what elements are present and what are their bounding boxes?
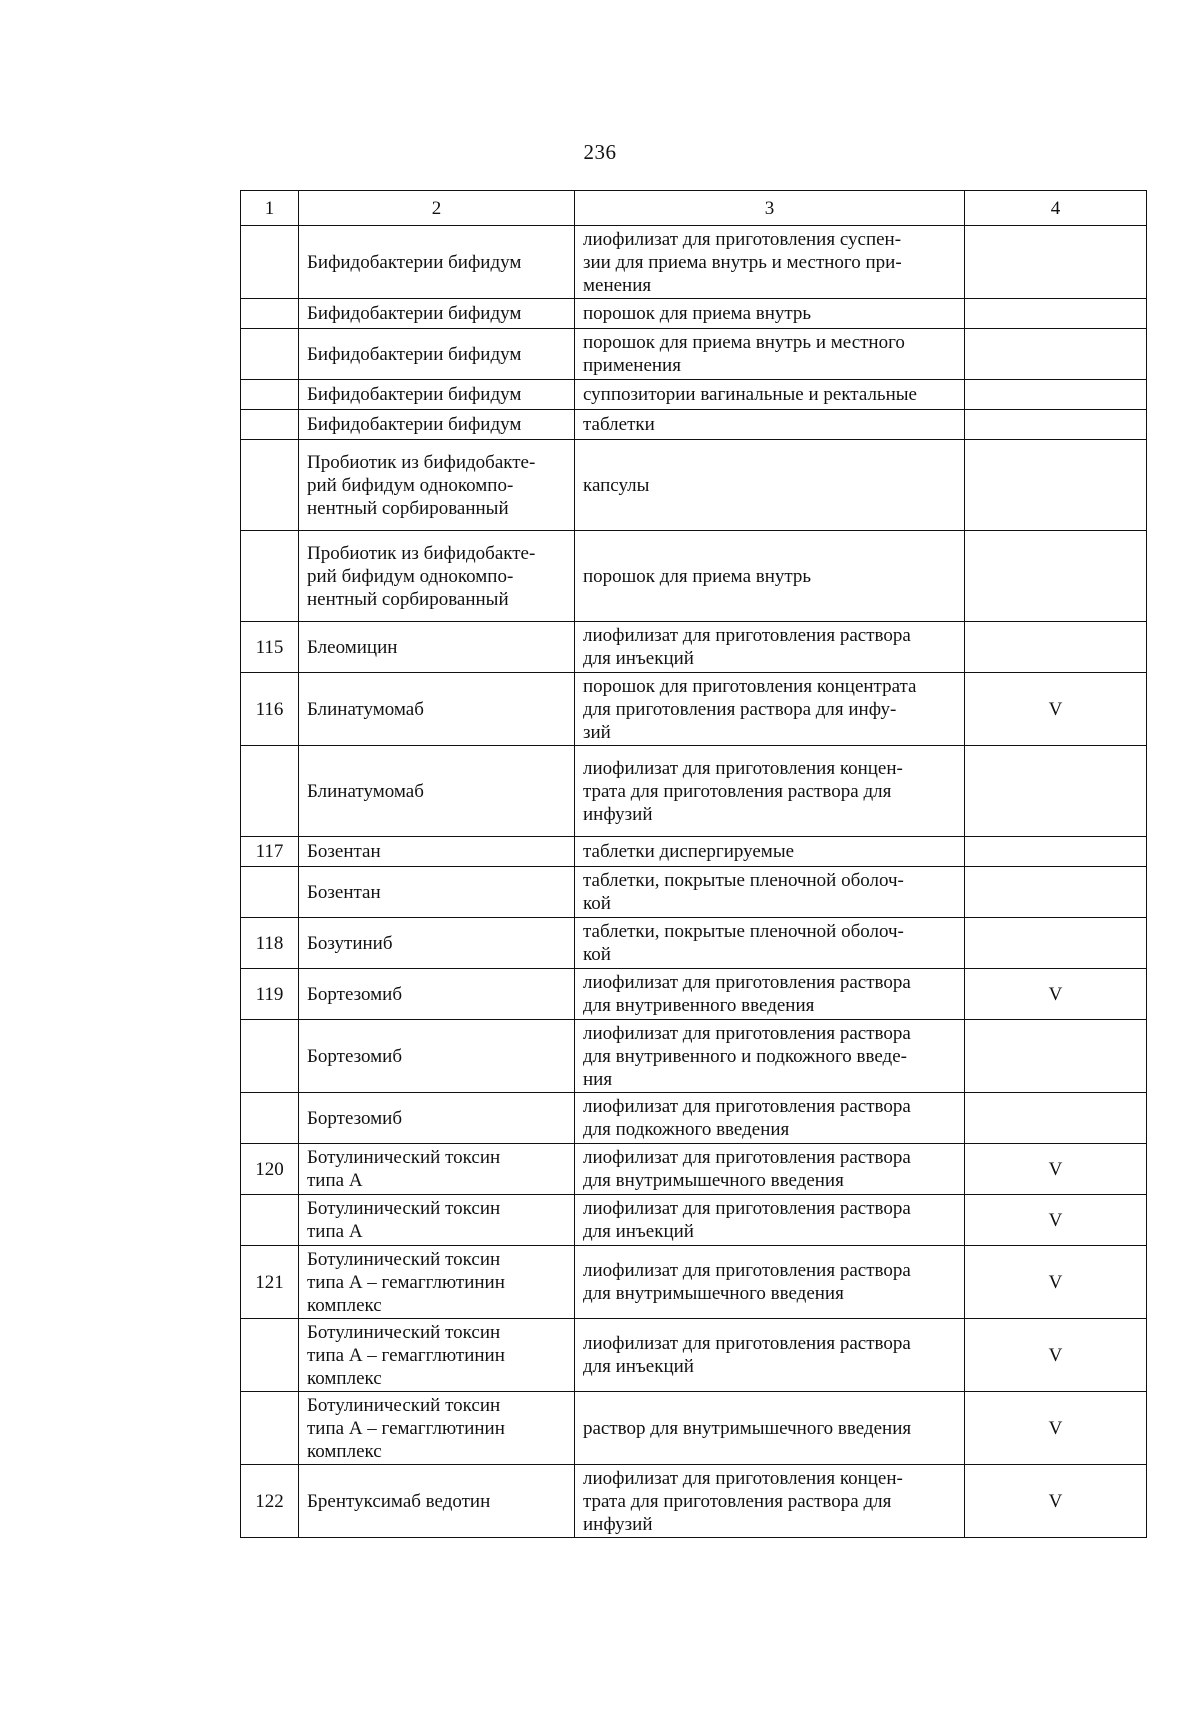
row-number-cell	[241, 1093, 299, 1144]
row-number-cell: 120	[241, 1144, 299, 1195]
mark-cell	[965, 531, 1147, 622]
table-row	[241, 1246, 1147, 1319]
mark-cell	[965, 410, 1147, 440]
table-row	[241, 1195, 1147, 1246]
mark-cell	[965, 622, 1147, 673]
row-number-cell	[241, 531, 299, 622]
drug-name-cell: Бифидобактерии бифидум	[299, 299, 575, 329]
drug-name-cell: Блеомицин	[299, 622, 575, 673]
mark-cell: V	[965, 1246, 1147, 1319]
dosage-form-cell: таблетки, покрытые пленочной оболоч- кой	[575, 867, 965, 918]
table-row	[241, 1144, 1147, 1195]
row-number-cell	[241, 1319, 299, 1392]
row-number-cell	[241, 410, 299, 440]
drug-name-cell: Пробиотик из бифидобакте- рий бифидум однокомпо- нентный сорбированный	[299, 440, 575, 531]
mark-cell	[965, 867, 1147, 918]
drug-name-cell: Бозентан	[299, 867, 575, 918]
dosage-form-cell: суппозитории вагинальные и ректальные	[575, 380, 965, 410]
mark-cell: V	[965, 1392, 1147, 1465]
table-row	[241, 918, 1147, 969]
row-number-cell	[241, 867, 299, 918]
drug-name-cell: Пробиотик из бифидобакте- рий бифидум однокомпо- нентный сорбированный	[299, 531, 575, 622]
dosage-form-cell: лиофилизат для приготовления раствора для инъекций	[575, 1319, 965, 1392]
dosage-form-cell: таблетки, покрытые пленочной оболоч- кой	[575, 918, 965, 969]
row-number-cell	[241, 380, 299, 410]
mark-cell	[965, 440, 1147, 531]
mark-cell	[965, 746, 1147, 837]
drug-name-cell: Блинатумомаб	[299, 673, 575, 746]
mark-cell	[965, 329, 1147, 380]
drug-name-cell: Брентуксимаб ведотин	[299, 1465, 575, 1538]
header-col-3: 3	[575, 191, 965, 226]
header-col-1: 1	[241, 191, 299, 226]
dosage-form-cell: порошок для приема внутрь и местного применения	[575, 329, 965, 380]
table-row	[241, 226, 1147, 299]
drug-name-cell: Бифидобактерии бифидум	[299, 380, 575, 410]
drug-name-cell: Ботулинический токсин типа А – гемагглютинин комплекс	[299, 1319, 575, 1392]
dosage-form-cell: лиофилизат для приготовления раствора для внутримышечного введения	[575, 1144, 965, 1195]
mark-cell	[965, 380, 1147, 410]
table-row	[241, 867, 1147, 918]
dosage-form-cell: лиофилизат для приготовления раствора для инъекций	[575, 1195, 965, 1246]
dosage-form-cell: лиофилизат для приготовления раствора для внутримышечного введения	[575, 1246, 965, 1319]
dosage-form-cell: лиофилизат для приготовления раствора для внутривенного и подкожного введе- ния	[575, 1020, 965, 1093]
drug-name-cell: Ботулинический токсин типа А – гемагглютинин комплекс	[299, 1246, 575, 1319]
table-row	[241, 837, 1147, 867]
mark-cell: V	[965, 1144, 1147, 1195]
table-row	[241, 1020, 1147, 1093]
dosage-form-cell: таблетки диспергируемые	[575, 837, 965, 867]
drug-name-cell: Бифидобактерии бифидум	[299, 226, 575, 299]
dosage-form-cell: лиофилизат для приготовления суспен- зии для приема внутрь и местного при- менения	[575, 226, 965, 299]
dosage-form-cell: порошок для приема внутрь	[575, 531, 965, 622]
dosage-form-cell: раствор для внутримышечного введения	[575, 1392, 965, 1465]
table-header-row	[241, 191, 1147, 226]
dosage-form-cell: порошок для приготовления концентрата для приготовления раствора для инфу- зий	[575, 673, 965, 746]
row-number-cell	[241, 440, 299, 531]
row-number-cell: 121	[241, 1246, 299, 1319]
table-row	[241, 440, 1147, 531]
table-row	[241, 329, 1147, 380]
row-number-cell	[241, 746, 299, 837]
mark-cell	[965, 837, 1147, 867]
row-number-cell: 122	[241, 1465, 299, 1538]
table-row	[241, 1319, 1147, 1392]
row-number-cell: 115	[241, 622, 299, 673]
dosage-form-cell: порошок для приема внутрь	[575, 299, 965, 329]
drug-name-cell: Бортезомиб	[299, 1020, 575, 1093]
dosage-form-cell: лиофилизат для приготовления концен- трата для приготовления раствора для инфузий	[575, 746, 965, 837]
header-col-2: 2	[299, 191, 575, 226]
table-row	[241, 410, 1147, 440]
dosage-form-cell: лиофилизат для приготовления концен- трата для приготовления раствора для инфузий	[575, 1465, 965, 1538]
page-number: 236	[583, 140, 617, 164]
mark-cell: V	[965, 969, 1147, 1020]
dosage-form-cell: капсулы	[575, 440, 965, 531]
dosage-form-cell: лиофилизат для приготовления раствора для подкожного введения	[575, 1093, 965, 1144]
row-number-cell	[241, 226, 299, 299]
table-row	[241, 969, 1147, 1020]
header-col-4: 4	[965, 191, 1147, 226]
drug-name-cell: Бифидобактерии бифидум	[299, 410, 575, 440]
drug-name-cell: Бозентан	[299, 837, 575, 867]
row-number-cell: 118	[241, 918, 299, 969]
mark-cell	[965, 1020, 1147, 1093]
row-number-cell	[241, 299, 299, 329]
mark-cell	[965, 918, 1147, 969]
drug-name-cell: Бортезомиб	[299, 969, 575, 1020]
table-row	[241, 673, 1147, 746]
mark-cell	[965, 1093, 1147, 1144]
dosage-form-cell: лиофилизат для приготовления раствора для инъекций	[575, 622, 965, 673]
drug-name-cell: Ботулинический токсин типа А	[299, 1144, 575, 1195]
drug-name-cell: Бозутиниб	[299, 918, 575, 969]
drug-name-cell: Бортезомиб	[299, 1093, 575, 1144]
dosage-form-cell: таблетки	[575, 410, 965, 440]
row-number-cell	[241, 1195, 299, 1246]
row-number-cell	[241, 329, 299, 380]
table-row	[241, 1392, 1147, 1465]
drug-name-cell: Ботулинический токсин типа А – гемагглютинин комплекс	[299, 1392, 575, 1465]
row-number-cell	[241, 1020, 299, 1093]
table-row	[241, 380, 1147, 410]
row-number-cell: 117	[241, 837, 299, 867]
dosage-form-cell: лиофилизат для приготовления раствора для внутривенного введения	[575, 969, 965, 1020]
mark-cell: V	[965, 1319, 1147, 1392]
table-row	[241, 531, 1147, 622]
table-row	[241, 1465, 1147, 1538]
table-row	[241, 746, 1147, 837]
drug-register-table	[240, 190, 1147, 1538]
table-row	[241, 622, 1147, 673]
table-row	[241, 1093, 1147, 1144]
mark-cell: V	[965, 1465, 1147, 1538]
mark-cell	[965, 299, 1147, 329]
table-row	[241, 299, 1147, 329]
row-number-cell: 119	[241, 969, 299, 1020]
mark-cell: V	[965, 1195, 1147, 1246]
row-number-cell: 116	[241, 673, 299, 746]
drug-name-cell: Блинатумомаб	[299, 746, 575, 837]
drug-name-cell: Ботулинический токсин типа А	[299, 1195, 575, 1246]
mark-cell	[965, 226, 1147, 299]
mark-cell: V	[965, 673, 1147, 746]
row-number-cell	[241, 1392, 299, 1465]
drug-name-cell: Бифидобактерии бифидум	[299, 329, 575, 380]
